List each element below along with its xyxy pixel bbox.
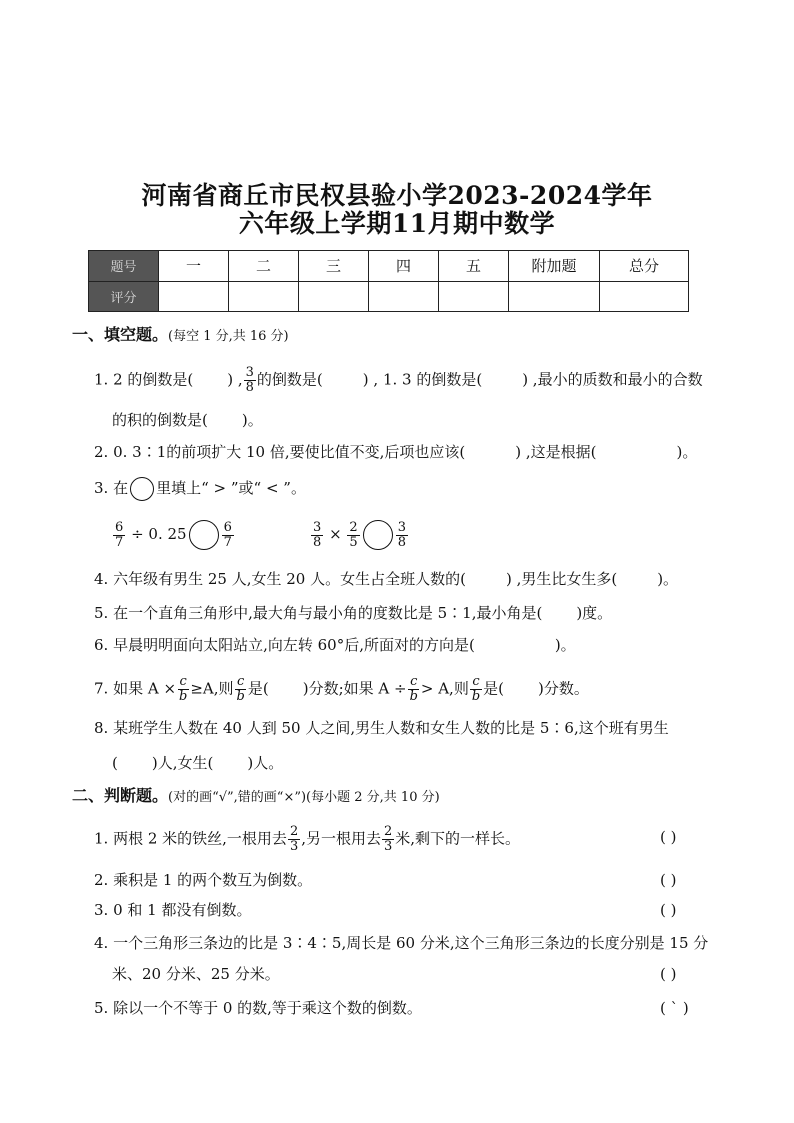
- score-cell[interactable]: [439, 281, 509, 312]
- score-cell[interactable]: [229, 281, 299, 312]
- fraction: $\frac{3}{8}$: [245, 365, 254, 395]
- s1-question-8-cont: ( )人,女生( )人。: [112, 754, 284, 772]
- compare-circle[interactable]: [363, 520, 393, 550]
- score-cell[interactable]: [369, 281, 439, 312]
- s2-question-5: 5. 除以一个不等于 0 的数,等于乘这个数的倒数。: [94, 999, 422, 1017]
- s1-question-6: 6. 早晨明明面向太阳站立,向左转 60°后,所面对的方向是( )。: [94, 636, 576, 654]
- s1-question-7: 7. 如果 A × $\frac{c}{b}$ ≥A,则 $\frac{c}{b}$ 是( )分数;如果 A ÷ $\frac{c}{b}$ > A,则 $\frac{c}{b}$ 是( )分数。: [94, 674, 589, 704]
- s2-question-4-cont: 米、20 分米、25 分米。: [112, 965, 280, 983]
- s2-question-1: 1. 两根 2 米的铁丝,一根用去 $\frac{2}{3}$ ,另一根用去 $\frac{2}{3}$ 米,剩下的一样长。: [94, 824, 521, 854]
- score-cell[interactable]: [509, 281, 600, 312]
- s2-question-2: 2. 乘积是 1 的两个数互为倒数。: [94, 871, 313, 889]
- score-table: [88, 250, 689, 312]
- fraction: $\frac{3}{8}$: [397, 519, 406, 550]
- section1-heading: 一、填空题。(每空 1 分,共 16 分): [72, 325, 289, 344]
- score-header-cell: 四: [369, 251, 439, 282]
- s1-question-3-expr-2: $\frac{3}{8}$ × $\frac{2}{5}$ $\frac{3}{8}$: [313, 519, 406, 550]
- title-line-1: 河南省商丘市民权县验小学2023-2024学年: [141, 181, 653, 210]
- score-header-cell: 二: [229, 251, 299, 282]
- fraction: $\frac{3}{8}$: [313, 519, 322, 550]
- fraction: $\frac{c}{b}$: [471, 674, 481, 704]
- score-table-score-row: [89, 281, 689, 312]
- s1-question-5: 5. 在一个直角三角形中,最大角与最小角的度数比是 5∶1,最小角是( )度。: [94, 604, 613, 622]
- fraction: $\frac{2}{5}$: [349, 519, 358, 550]
- section2-heading: 二、判断题。(对的画“√”,错的画“×”)(每小题 2 分,共 10 分): [72, 786, 440, 805]
- score-cell[interactable]: [600, 281, 689, 312]
- s1-question-3: 3. 在 里填上“ > ”或“ < ”。: [94, 477, 306, 501]
- score-header-cell: 三: [299, 251, 369, 282]
- fraction: $\frac{2}{3}$: [384, 824, 393, 854]
- s1-question-8: 8. 某班学生人数在 40 人到 50 人之间,男生人数和女生人数的比是 5∶6,这个班有男生: [94, 719, 669, 737]
- s2-question-4: 4. 一个三角形三条边的比是 3∶4∶5,周长是 60 分米,这个三角形三条边的长度分别是 15 分: [94, 934, 709, 952]
- fraction: $\frac{6}{7}$: [223, 519, 232, 550]
- score-header-cell: 五: [439, 251, 509, 282]
- judge-answer-2[interactable]: ( ): [660, 871, 677, 889]
- score-header-cell: 题号: [89, 251, 159, 282]
- score-row-label: 评分: [89, 281, 159, 312]
- score-cell[interactable]: [299, 281, 369, 312]
- score-cell[interactable]: [159, 281, 229, 312]
- s1-question-1-cont: 的积的倒数是( )。: [112, 411, 263, 429]
- s1-question-4: 4. 六年级有男生 25 人,女生 20 人。女生占全班人数的( ) ,男生比女生多( )。: [94, 570, 679, 588]
- score-table-header-row: [89, 251, 689, 282]
- fraction: $\frac{c}{b}$: [409, 674, 418, 704]
- judge-answer-4[interactable]: ( ): [660, 965, 677, 983]
- circle-icon: [130, 477, 154, 501]
- s1-question-1: 1. 2 的倒数是( ) , $\frac{3}{8}$ 的倒数是( ) , 1. 3 的倒数是( ) ,最小的质数和最小的合数: [94, 365, 703, 395]
- compare-circle[interactable]: [189, 520, 219, 550]
- s1-question-3-expr-1: $\frac{6}{7}$ ÷ 0. 25 $\frac{6}{7}$: [115, 519, 232, 550]
- score-header-cell: 一: [159, 251, 229, 282]
- fraction: $\frac{2}{3}$: [289, 824, 299, 854]
- s2-question-3: 3. 0 和 1 都没有倒数。: [94, 901, 252, 919]
- score-header-cell: 附加题: [509, 251, 600, 282]
- fraction: $\frac{c}{b}$: [179, 674, 188, 704]
- title-line-2: 六年级上学期11月期中数学: [238, 209, 556, 238]
- fraction: $\frac{6}{7}$: [115, 519, 124, 550]
- judge-answer-5[interactable]: ( ˋ ): [660, 999, 689, 1017]
- score-header-cell: 总分: [600, 251, 689, 282]
- judge-answer-1[interactable]: ( ): [660, 828, 677, 846]
- judge-answer-3[interactable]: ( ): [660, 901, 677, 919]
- fraction: $\frac{c}{b}$: [236, 674, 245, 704]
- s1-question-2: 2. 0. 3∶1的前项扩大 10 倍,要使比值不变,后项也应该( ) ,这是根据( )。: [94, 443, 698, 461]
